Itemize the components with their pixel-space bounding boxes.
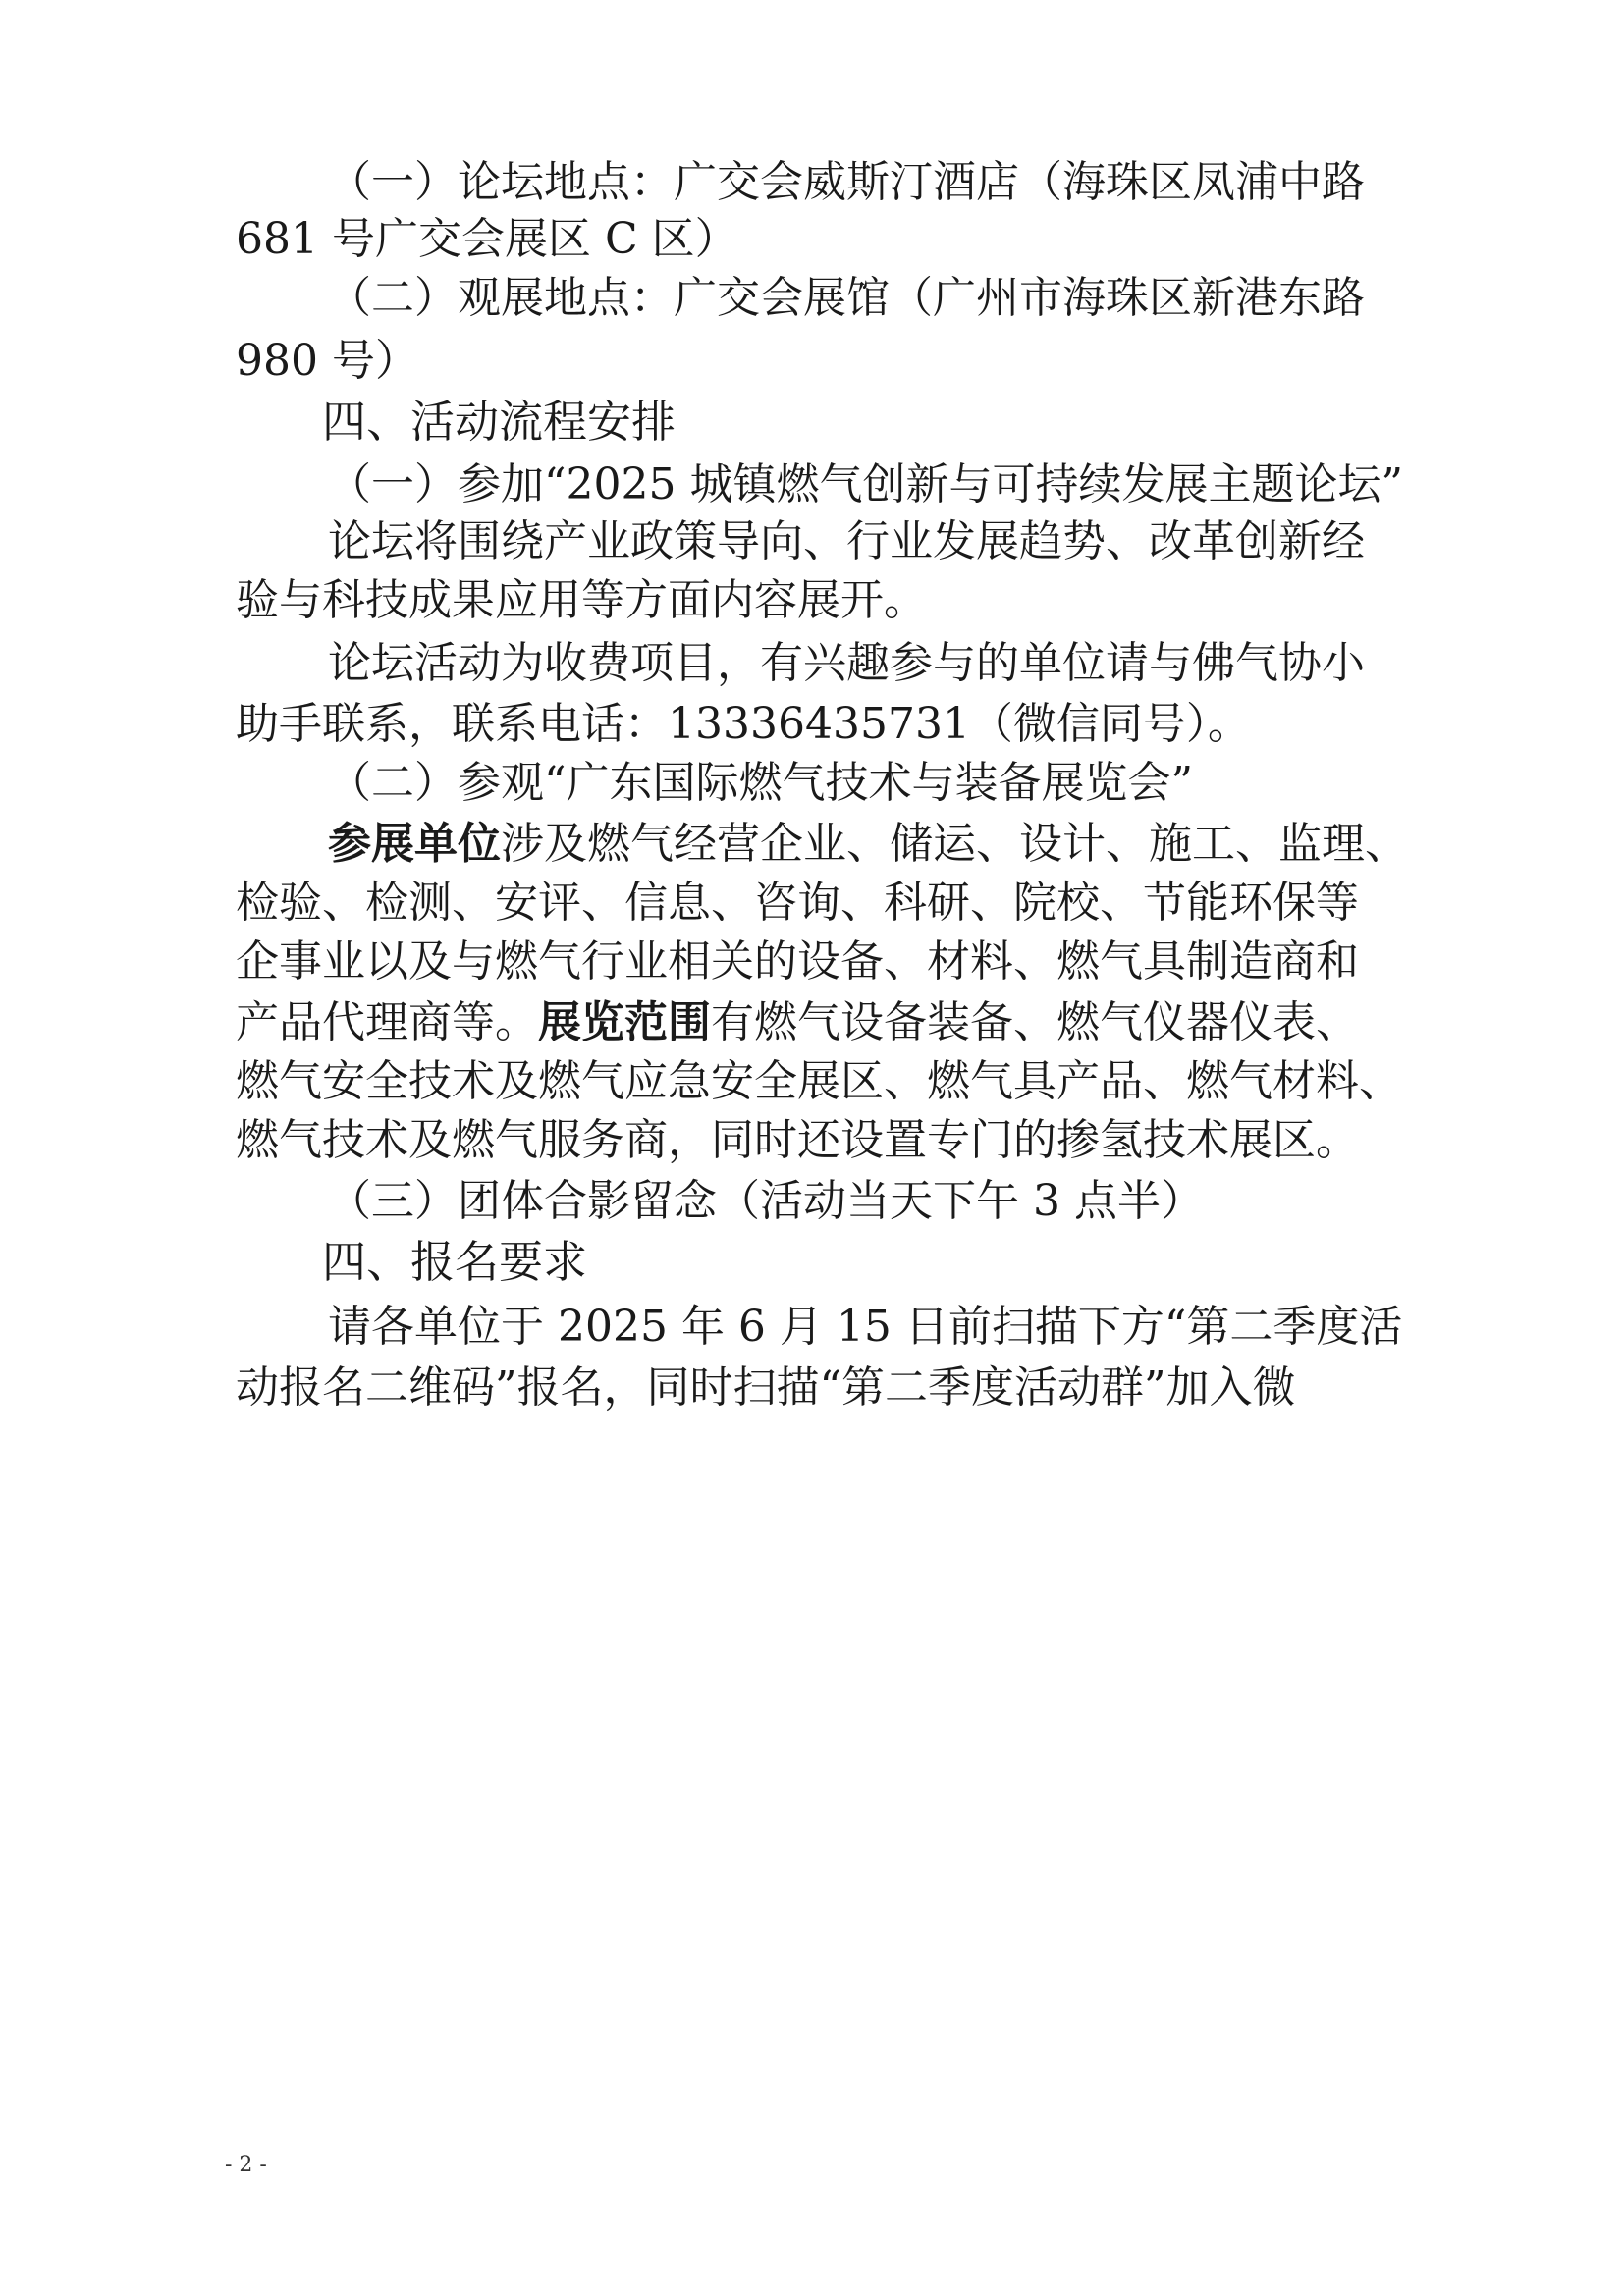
- scope-label: 展览范围: [538, 997, 711, 1047]
- venue-forum-line2: 681 号广交会展区 C 区）: [236, 214, 738, 264]
- forum-desc-line1: 论坛将围绕产业政策导向、行业发展趋势、改革创新经: [328, 516, 1365, 566]
- scope-line-text: 有燃气设备装备、燃气仪器仪表、: [711, 997, 1359, 1047]
- exhibitors-line4: [236, 995, 1365, 1050]
- exhibitors-line2: 检验、检测、安评、信息、咨询、科研、院校、节能环保等: [236, 878, 1359, 928]
- group-photo-line: （三）团体合影留念（活动当天下午 3 点半）: [328, 1176, 1204, 1226]
- exhibitors-label: 参展单位: [328, 819, 501, 869]
- forum-title-line: （一）参加“2025 城镇燃气创新与可持续发展主题论坛”: [328, 459, 1403, 509]
- registration-line2: 动报名二维码”报名，同时扫描“第二季度活动群”加入微: [236, 1362, 1296, 1413]
- forum-fee-line1: 论坛活动为收费项目，有兴趣参与的单位请与佛气协小: [328, 638, 1365, 688]
- forum-fee-line2: 助手联系，联系电话：13336435731（微信同号）。: [236, 699, 1251, 749]
- forum-desc-line2: 验与科技成果应用等方面内容展开。: [236, 575, 927, 625]
- scope-line6: 燃气技术及燃气服务商，同时还设置专门的掺氢技术展区。: [236, 1115, 1359, 1165]
- exhibitors-line1-text: 涉及燃气经营企业、储运、设计、施工、监理、: [501, 819, 1408, 869]
- exhibitors-line1: [328, 817, 1457, 872]
- venue-expo-line1: （二）观展地点：广交会展馆（广州市海珠区新港东路: [328, 273, 1365, 323]
- section-heading-registration: 四、报名要求: [322, 1236, 588, 1288]
- expo-title-line: （二）参观“广东国际燃气技术与装备展览会”: [328, 758, 1193, 808]
- venue-expo-line2: 980 号）: [236, 336, 418, 386]
- registration-line1: 请各单位于 2025 年 6 月 15 日前扫描下方“第二季度活: [328, 1302, 1403, 1352]
- section-heading-schedule: 四、活动流程安排: [322, 396, 677, 448]
- exhibitors-line4-text: 产品代理商等。: [236, 997, 538, 1047]
- venue-forum-line1: （一）论坛地点：广交会威斯汀酒店（海珠区凤浦中路: [328, 157, 1365, 207]
- page-number: - 2 -: [225, 2153, 267, 2177]
- exhibitors-line3: 企事业以及与燃气行业相关的设备、材料、燃气具制造商和: [236, 936, 1359, 987]
- scope-line5: 燃气安全技术及燃气应急安全展区、燃气具产品、燃气材料、: [236, 1056, 1402, 1106]
